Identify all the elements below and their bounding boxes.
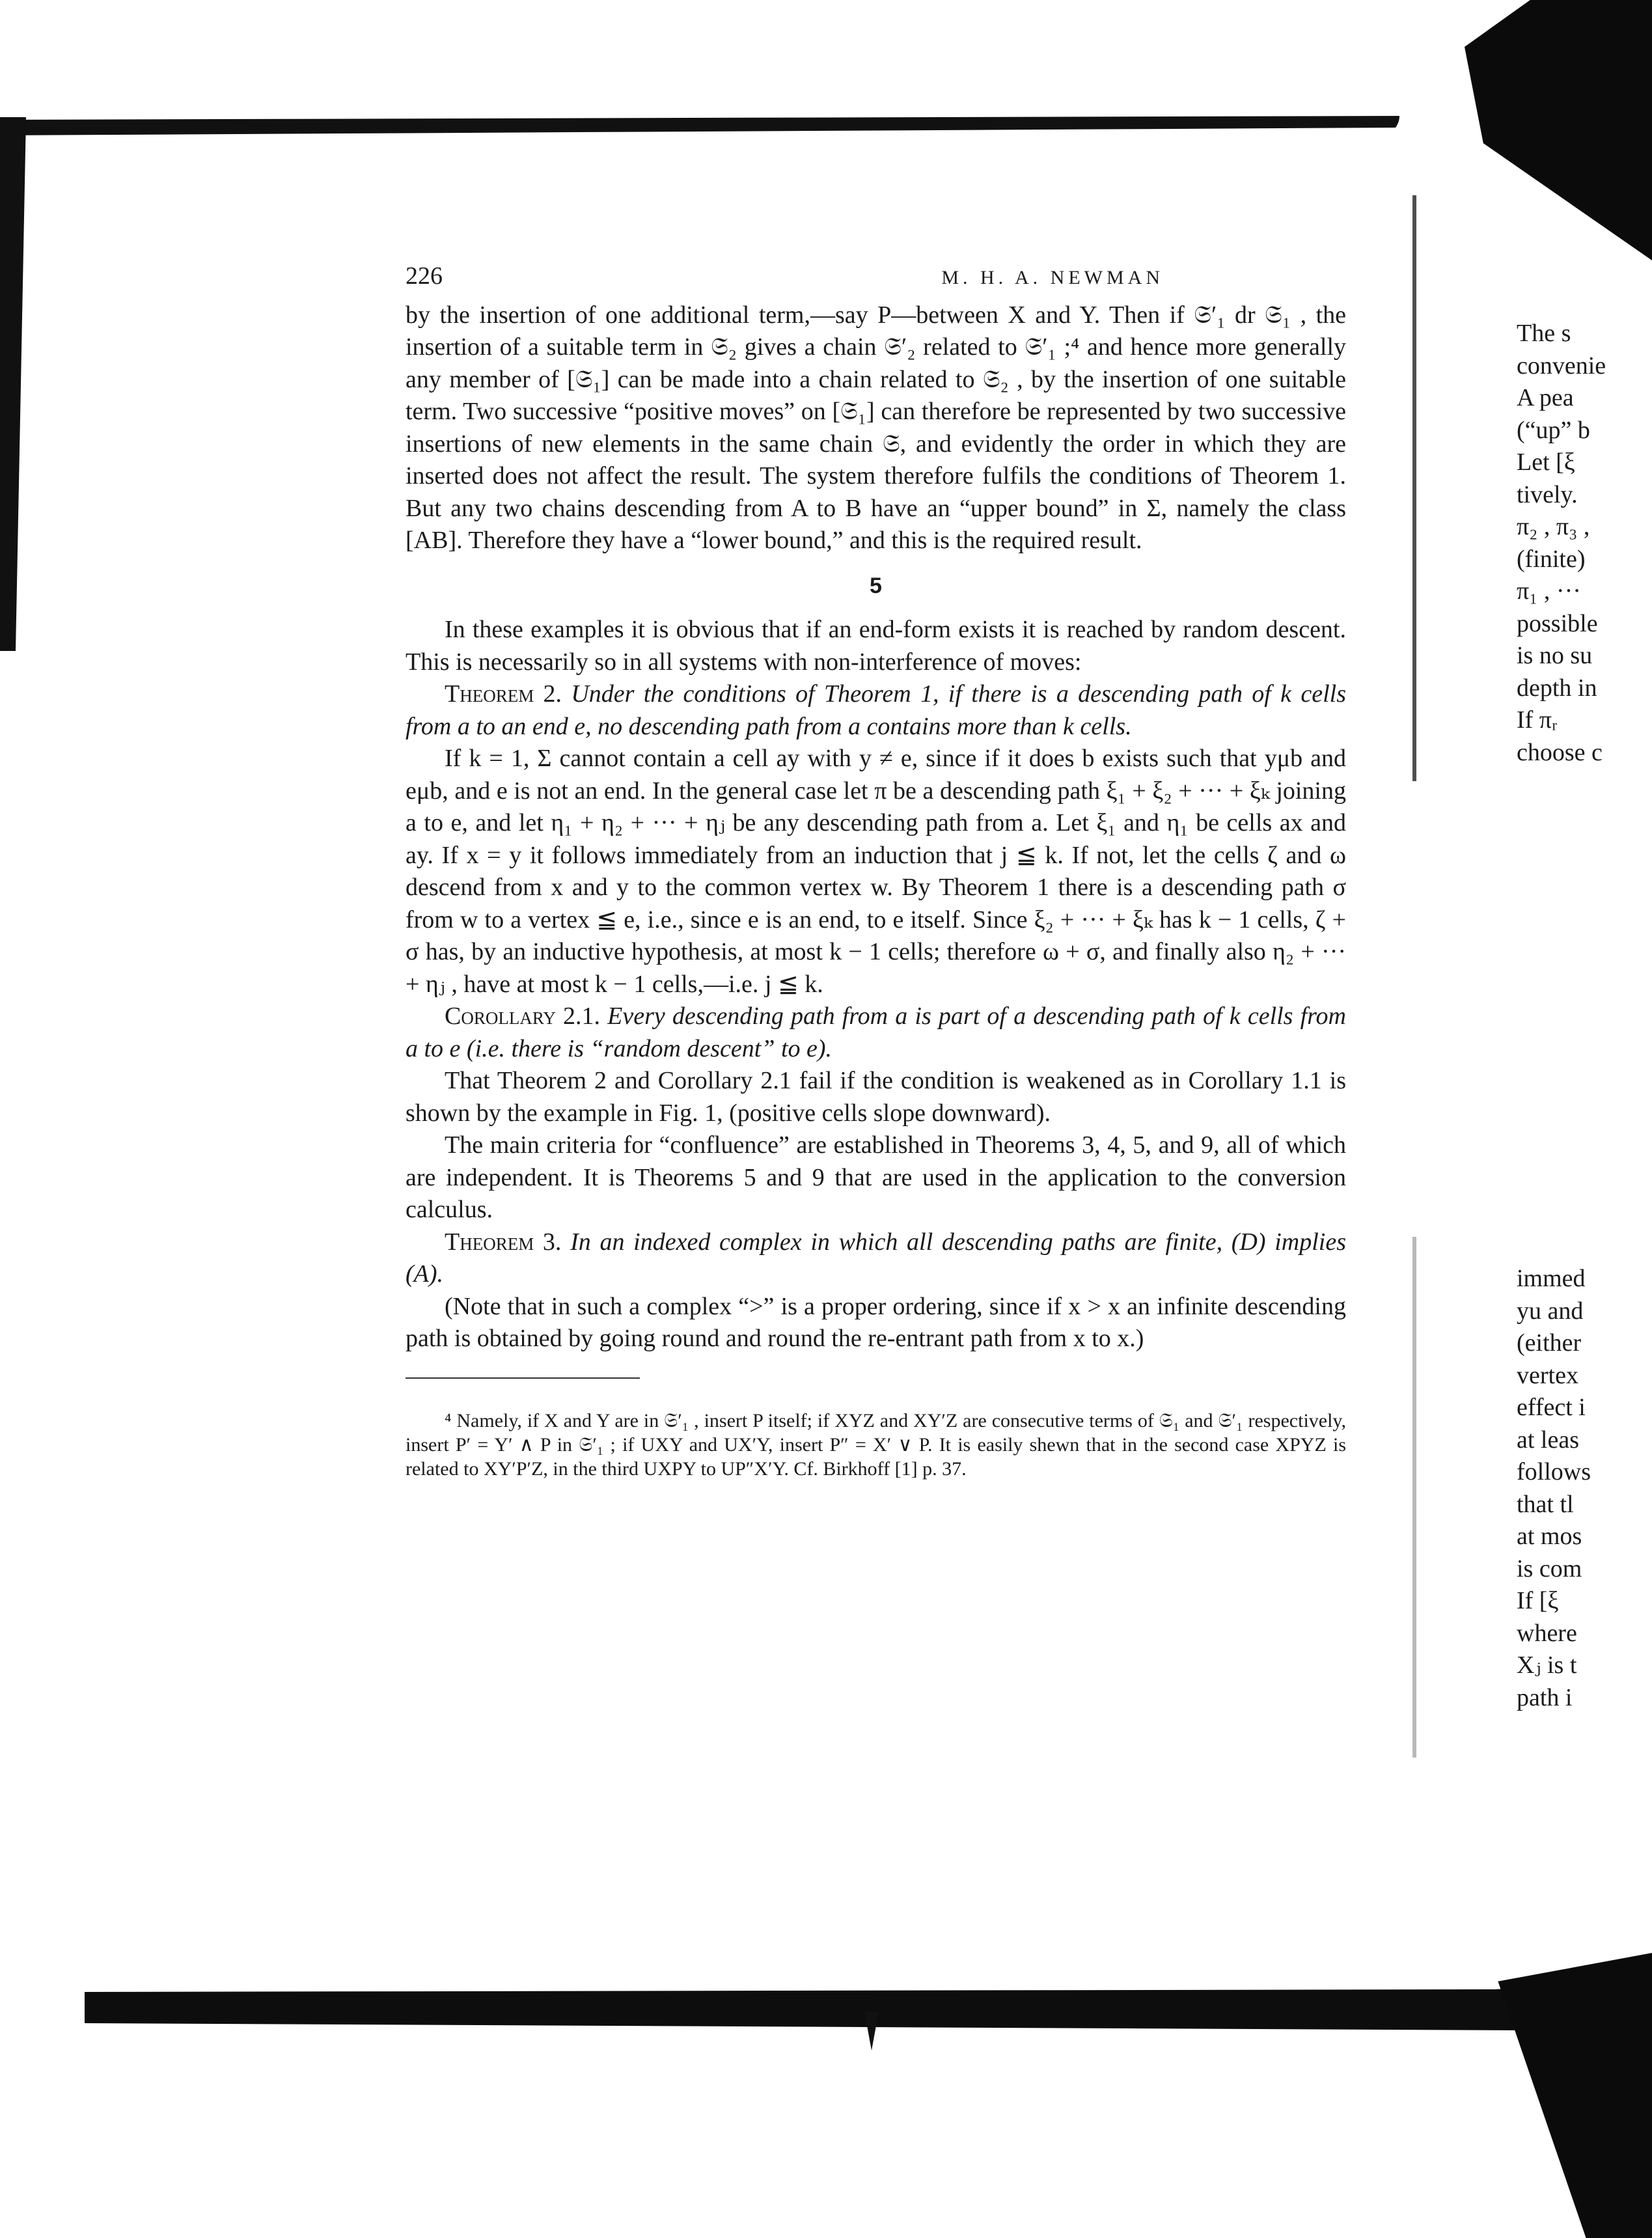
side-line: (“up” b bbox=[1517, 416, 1590, 444]
side-line: convenie bbox=[1517, 352, 1606, 380]
theorem-3-label: Theorem 3. bbox=[445, 1228, 562, 1256]
running-author: M. H. A. NEWMAN bbox=[941, 267, 1164, 288]
corollary-2-1 bbox=[406, 1001, 1346, 1065]
theorem-3-statement: In an indexed complex in which all descending paths are finite, (D) implies (A). bbox=[406, 1228, 1346, 1288]
running-header bbox=[406, 260, 1346, 294]
side-line: immed bbox=[1517, 1265, 1586, 1292]
side-line: tively. bbox=[1517, 480, 1578, 508]
section-number: 5 bbox=[870, 573, 882, 598]
scan-shadow-left bbox=[0, 117, 26, 651]
theorem-2-proof: If k = 1, Σ cannot contain a cell ay with y ≠ e, since if it does b exists such that yμb and eμb, and e is not an end. In the general case let π be a descending path ξ₁ + ξ₂ + ··· + ξₖ joining a to e, and let η₁ + η₂ + ··· + ηⱼ be any descending path from a. Let ξ₁ and η₁ be cells ax and ay. If x = y it follows immediately from an induction that j ≦ k. If not, let the cells ζ and ω descend from x and y to the common vertex w. By Theorem 1 there is a descending path σ from w to a vertex ≦ e, i.e., since e is an end, to e itself. Since ξ₂ + ··· + ξₖ has k − 1 cells, ζ + σ has, by an inductive hypothesis, at most k − 1 cells; therefore ω + σ, and finally also η₂ + ··· + ηⱼ , have at most k − 1 cells,—i.e. j ≦ k. bbox=[406, 745, 1346, 998]
side-line: vertex bbox=[1517, 1361, 1578, 1389]
side-line: A pea bbox=[1517, 384, 1574, 411]
corollary-label: Corollary 2.1. bbox=[445, 1002, 601, 1030]
scan-notch bbox=[864, 2011, 879, 2051]
paragraph-intro: In these examples it is obvious that if an end-form exists it is reached by random descent. This is necessarily so in all systems with non-interference of moves: bbox=[406, 616, 1346, 676]
theorem-2 bbox=[406, 678, 1346, 743]
side-line: Xⱼ is t bbox=[1517, 1651, 1577, 1679]
side-line: π₁ , ··· bbox=[1517, 577, 1581, 605]
side-line: where bbox=[1517, 1619, 1577, 1647]
side-line: π₂ , π₃ , bbox=[1517, 513, 1590, 540]
theorem-2-statement: Under the conditions of Theorem 1, if there is a descending path of k cells from a to an end e, no descending path from a contains more than k cells. bbox=[406, 680, 1346, 740]
side-line: effect i bbox=[1517, 1394, 1586, 1421]
side-line: The s bbox=[1517, 320, 1571, 347]
scan-corner-top-right bbox=[1465, 0, 1652, 260]
paragraph-note-ordering: (Note that in such a complex “>” is a proper ordering, since if x > x an infinite descending path is obtained by going round and round the re-entrant path from x to x.) bbox=[406, 1292, 1346, 1352]
side-line: choose c bbox=[1517, 738, 1603, 766]
paragraph-fig1-remark: That Theorem 2 and Corollary 2.1 fail if the condition is weakened as in Corollary 1.1 is shown by the example in Fig. 1, (positive cells slope downward). bbox=[406, 1067, 1346, 1127]
adjacent-page-bottom-lines bbox=[1517, 1263, 1652, 1714]
side-line: yu and bbox=[1517, 1297, 1584, 1325]
paragraph-confluence-criteria: The main criteria for “confluence” are established in Theorems 3, 4, 5, and 9, all of which are independent. It is Theorems 5 and 9 that are used in the application to the conversion calculus. bbox=[406, 1131, 1346, 1223]
side-line: follows bbox=[1517, 1458, 1591, 1485]
side-line: at mos bbox=[1517, 1523, 1582, 1550]
side-line: possible bbox=[1517, 609, 1598, 637]
theorem-3 bbox=[406, 1226, 1346, 1291]
side-line: If πᵣ bbox=[1517, 706, 1558, 734]
adjacent-page-top-lines bbox=[1517, 318, 1652, 769]
page-body bbox=[406, 260, 1346, 1481]
paragraph-continuation: by the insertion of one additional term,—say P—between X and Y. Then if 𝔖′₁ dr 𝔖₁ , the insertion of a suitable term in 𝔖₂ gives a chain 𝔖′₂ related to 𝔖′₁ ;⁴ and hence more generally any member of [𝔖₁] can be made into a chain related to 𝔖₂ , by the insertion of one suitable term. Two successive “positive moves” on [𝔖₁] can therefore be represented by two successive insertions of new elements in the same chain 𝔖, and evidently the order in which they are inserted does not affect the result. The system therefore fulfils the conditions of Theorem 1. But any two chains descending from A to B have an “upper bound” in Σ, namely the class [AB]. Therefore they have a “lower bound,” and this is the required result. bbox=[406, 301, 1346, 554]
footnote-rule bbox=[406, 1377, 640, 1379]
side-line: If [ξ bbox=[1517, 1587, 1559, 1614]
footnote-4: ⁴ Namely, if X and Y are in 𝔖′₁ , insert P itself; if XYZ and XY′Z are consecutive terms of 𝔖₁ and 𝔖′₁ respectively, insert P′ = Y′ ∧ P in 𝔖′₁ ; if UXY and UX′Y, insert P″ = X′ ∨ P. It is easily shewn that in the second case XPYZ is related to XY′P′Z, in the third UXPY to UP″X′Y. Cf. Birkhoff [1] p. 37. bbox=[406, 1409, 1346, 1480]
side-line: (finite) bbox=[1517, 545, 1586, 573]
page-number: 226 bbox=[406, 262, 443, 290]
side-line: at leas bbox=[1517, 1426, 1580, 1454]
theorem-2-label: Theorem 2. bbox=[445, 680, 562, 708]
page-gutter-line-faint bbox=[1412, 1237, 1416, 1758]
side-line: Let [ξ bbox=[1517, 449, 1575, 476]
side-line: that tl bbox=[1517, 1490, 1574, 1518]
side-line: is com bbox=[1517, 1554, 1582, 1582]
corollary-statement: Every descending path from a is part of a descending path of k cells from a to e (i.e. there is “random descent” to e). bbox=[406, 1002, 1346, 1062]
side-line: (either bbox=[1517, 1329, 1582, 1357]
scan-shadow-top bbox=[0, 116, 1399, 135]
side-line: depth in bbox=[1517, 674, 1597, 702]
side-line: is no su bbox=[1517, 642, 1593, 669]
side-line: path i bbox=[1517, 1683, 1573, 1711]
page-gutter-line bbox=[1412, 195, 1416, 781]
